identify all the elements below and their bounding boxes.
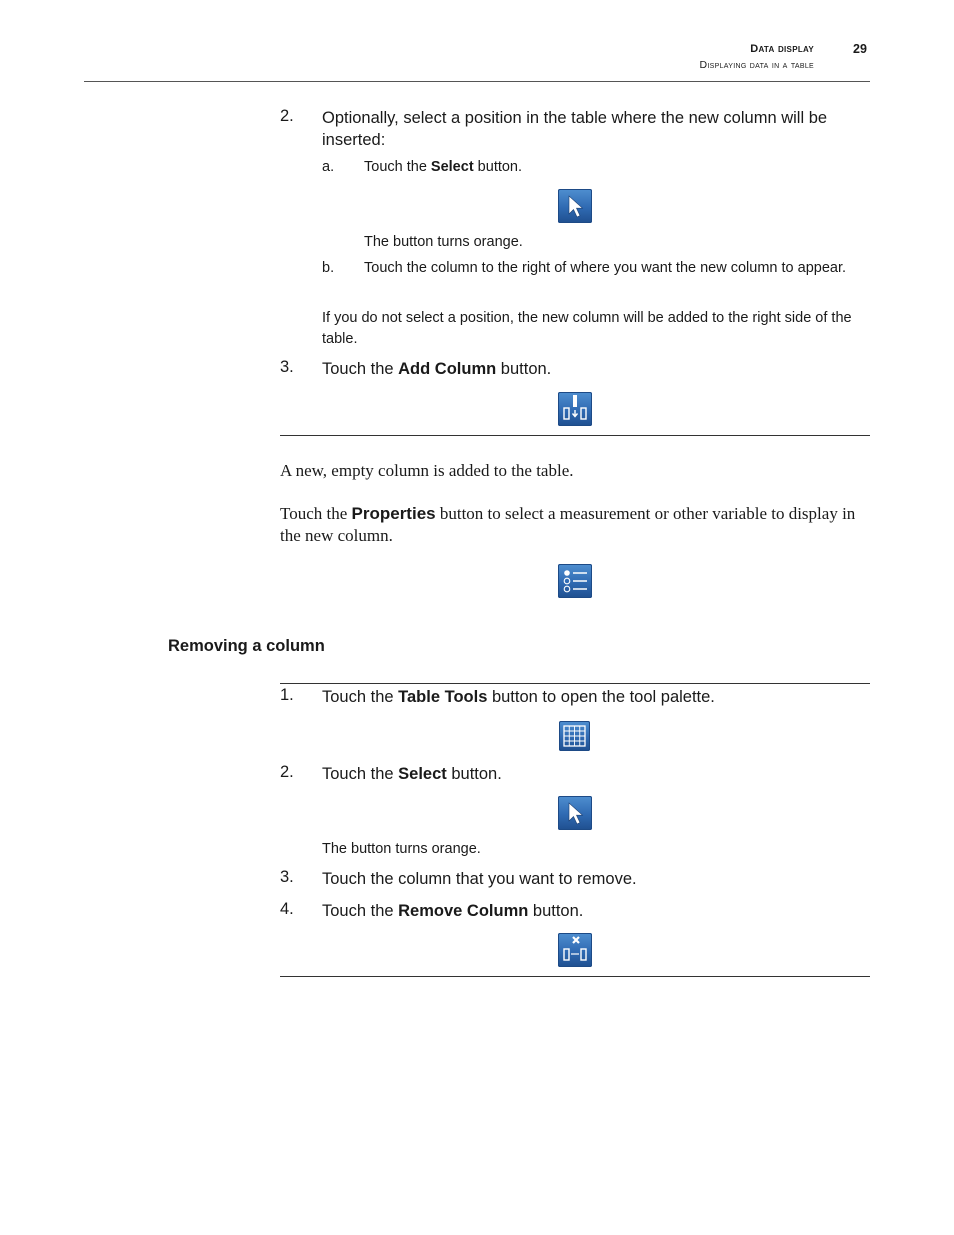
- section-divider: [280, 683, 870, 684]
- table-tools-icon: [559, 721, 590, 751]
- step-number: 2.: [280, 107, 294, 125]
- result-paragraph: A new, empty column is added to the table.: [280, 461, 574, 480]
- select-arrow-icon: [558, 189, 592, 223]
- substep-text: Touch the Select button.: [364, 159, 523, 175]
- step-number: 3.: [280, 868, 294, 886]
- select-arrow-icon: [558, 796, 592, 830]
- step-text: Touch the Remove Column button.: [322, 902, 584, 920]
- step-text: Touch the Add Column button.: [322, 360, 552, 378]
- step-number: 2.: [280, 763, 294, 781]
- substep-result: The button turns orange.: [364, 234, 523, 250]
- step-note: If you do not select a position, the new column will be added to the right side of the table.: [322, 310, 852, 347]
- header-divider: [84, 81, 870, 82]
- step-text: Touch the Table Tools button to open the tool palette.: [322, 688, 715, 706]
- step-result: The button turns orange.: [322, 841, 481, 857]
- running-header-chapter: Data display: [750, 43, 814, 55]
- step-number: 1.: [280, 686, 294, 704]
- properties-paragraph: Touch the Properties button to select a measurement or other variable to display in the new column.: [280, 504, 856, 545]
- page-number: 29: [853, 42, 867, 56]
- properties-icon: [558, 564, 592, 598]
- step-number: 4.: [280, 900, 294, 918]
- step-text: Touch the column that you want to remove.: [322, 870, 637, 888]
- substep-letter: a.: [322, 159, 335, 175]
- step-number: 3.: [280, 358, 294, 376]
- running-header-section: Displaying data in a table: [699, 59, 814, 71]
- section-heading: Removing a column: [168, 637, 325, 655]
- substep-text: Touch the column to the right of where you want the new column to appear.: [364, 260, 847, 276]
- section-divider: [280, 976, 870, 977]
- substep-letter: b.: [322, 260, 335, 276]
- step-text: Optionally, select a position in the table where the new column will be inserted:: [322, 109, 828, 149]
- add-column-icon: [558, 392, 592, 426]
- section-divider: [280, 435, 870, 436]
- remove-column-icon: [558, 933, 592, 967]
- step-text: Touch the Select button.: [322, 765, 502, 783]
